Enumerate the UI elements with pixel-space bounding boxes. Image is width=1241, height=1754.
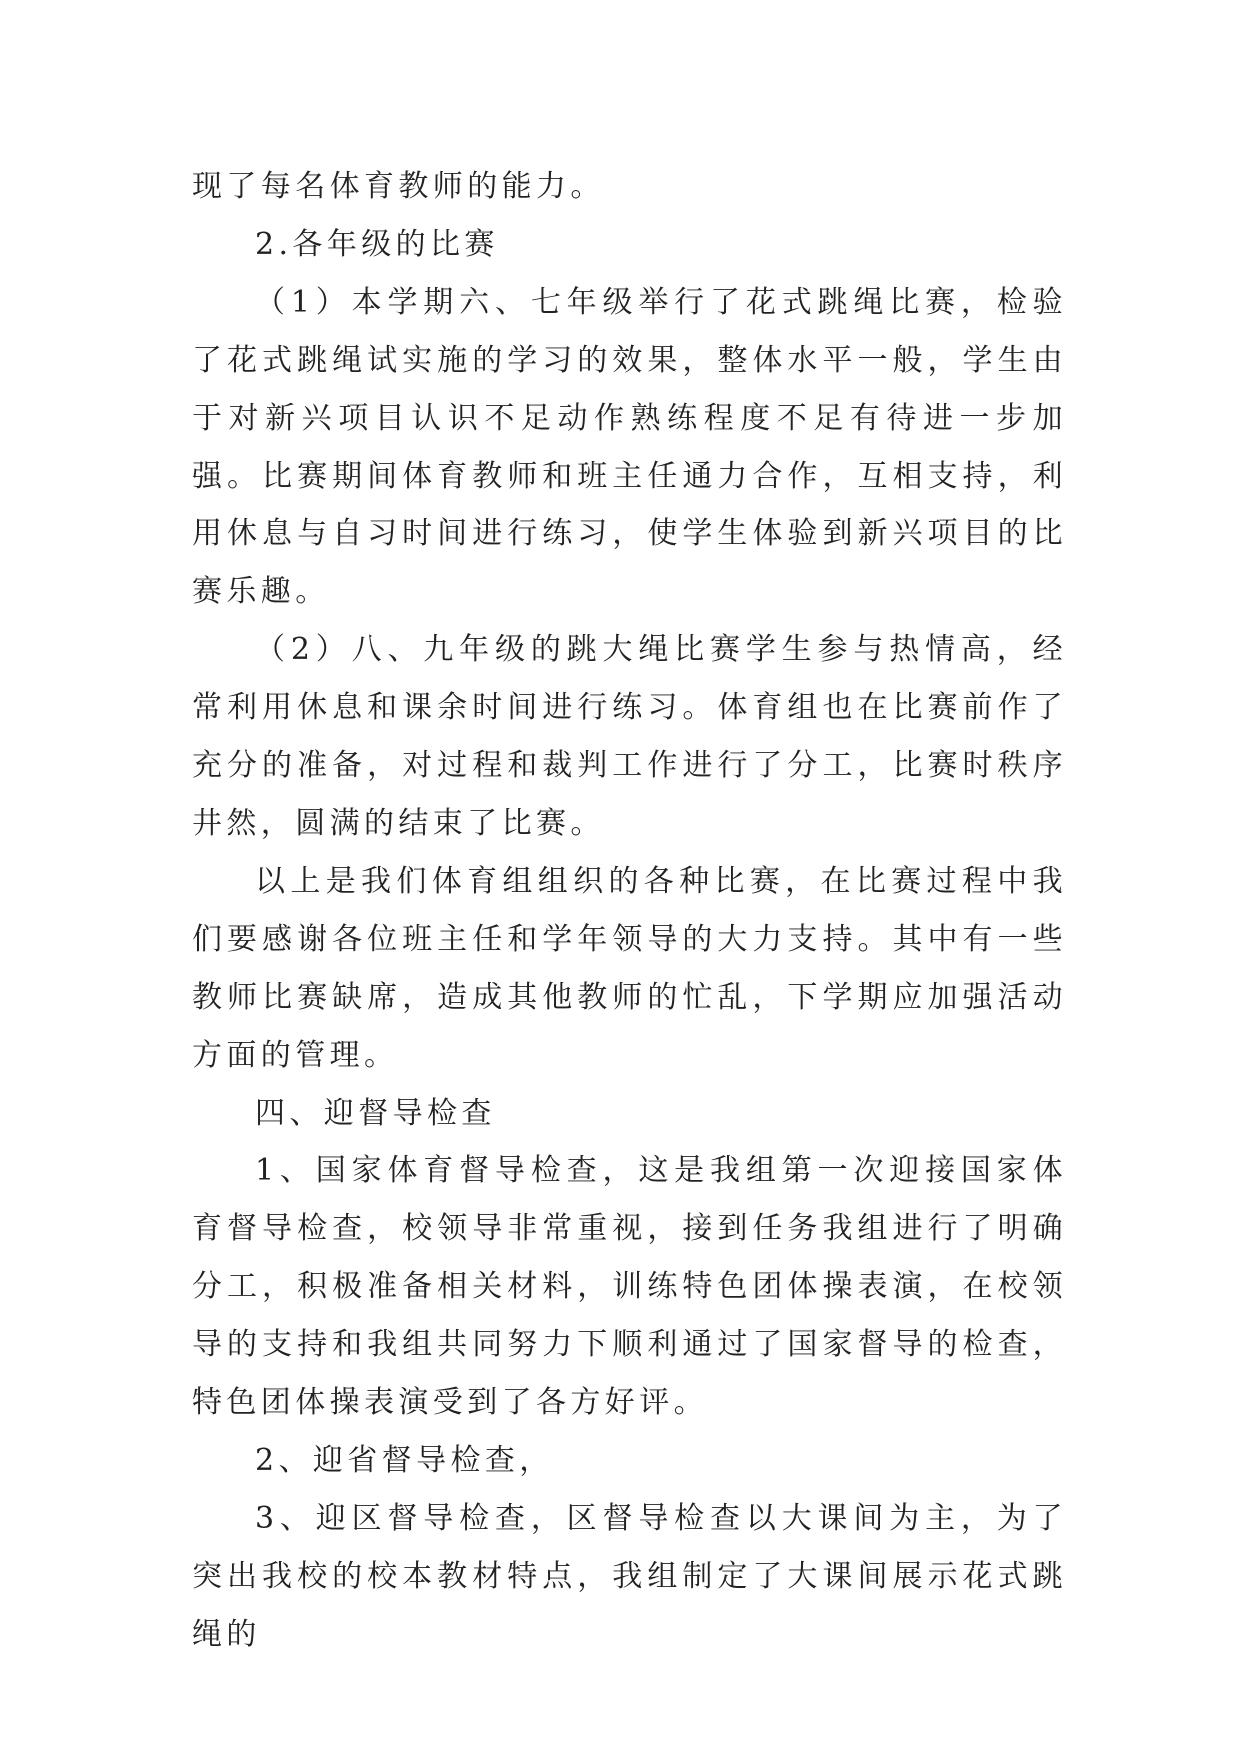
- paragraph-continuation: 现了每名体育教师的能力。: [192, 169, 605, 204]
- paragraph-national-inspection: 1、国家体育督导检查，这是我组第一次迎接国家体育督导检查，校领导非常重视，接到任务我组进行了明确分工，积极准备相关材料，训练特色团体操表演，在校领导的支持和我组共同努力下顺利通过了国家督导的检查，特色团体操表演受到了各方好评。: [192, 1153, 1067, 1421]
- section-heading-grade-competitions: 2.各年级的比赛: [255, 226, 499, 262]
- paragraph-district-inspection: 3、迎区督导检查，区督导检查以大课间为主，为了突出我校的校本教材特点，我组制定了大课间展示花式跳绳的: [192, 1500, 1067, 1652]
- paragraph-provincial-inspection: 2、迎省督导检查，: [255, 1442, 554, 1478]
- paragraph-competition-summary: 以上是我们体育组组织的各种比赛，在比赛过程中我们要感谢各位班主任和学年领导的大力支持。其中有一些教师比赛缺席，造成其他教师的忙乱，下学期应加强活动方面的管理。: [192, 863, 1067, 1073]
- paragraph-grade-6-7-jump-rope: （1）本学期六、七年级举行了花式跳绳比赛，检验了花式跳绳试实施的学习的效果，整体水平一般，学生由于对新兴项目认识不足动作熟练程度不足有待进一步加强。比赛期间体育教师和班主任通力合作，互相支持，利用休息与自习时间进行练习，使学生体验到新兴项目的比赛乐趣。: [192, 284, 1067, 610]
- document-body: [192, 158, 1067, 1664]
- paragraph-grade-8-9-long-rope: （2）八、九年级的跳大绳比赛学生参与热情高，经常利用休息和课余时间进行练习。体育组也在比赛前作了充分的准备，对过程和裁判工作进行了分工，比赛时秩序井然，圆满的结束了比赛。: [192, 632, 1067, 841]
- section-heading-inspection: 四、迎督导检查: [255, 1095, 496, 1131]
